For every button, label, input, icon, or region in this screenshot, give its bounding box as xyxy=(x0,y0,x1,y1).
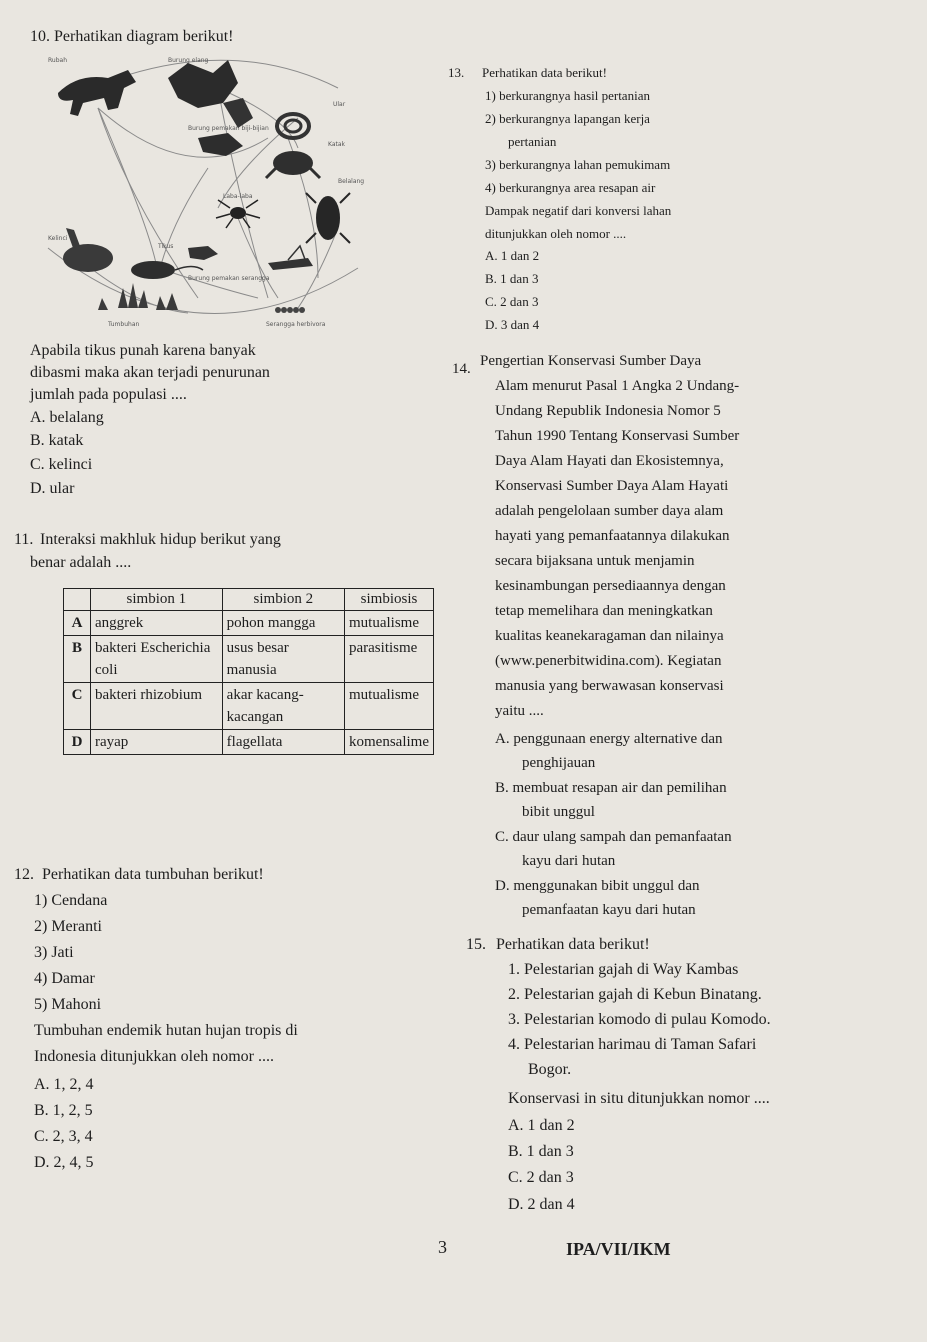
q14-line-15: yaitu .... xyxy=(495,703,544,719)
q13-question-line-1: Dampak negatif dari konversi lahan xyxy=(485,203,672,218)
label-rubah: Rubah xyxy=(48,57,67,64)
q13-item-2: 2) berkurangnya lapangan kerja xyxy=(485,111,650,126)
q10-title: Perhatikan diagram berikut! xyxy=(54,28,234,45)
q14-number: 14. xyxy=(452,361,471,377)
row-letter: C xyxy=(64,683,91,730)
food-web-diagram xyxy=(38,48,378,330)
label-burung-biji: Burung pemakan biji-bijian xyxy=(188,125,269,132)
q13-title: Perhatikan data berikut! xyxy=(482,65,607,80)
q15-number: 15. xyxy=(466,936,486,953)
frog-icon xyxy=(266,151,320,178)
plants-icon xyxy=(98,283,178,310)
label-burung-elang: Burung elang xyxy=(168,57,209,64)
q14-line-3: Undang Republik Indonesia Nomor 5 xyxy=(495,403,721,419)
label-tikus: Tikus xyxy=(158,243,174,250)
q15-item-4-cont: Bogor. xyxy=(528,1061,572,1078)
q13-number: 13. xyxy=(448,65,465,80)
snake-icon xyxy=(277,114,309,138)
caterpillar-icon xyxy=(275,307,305,313)
q12-option-b: B. 1, 2, 5 xyxy=(34,1102,93,1119)
q12-option-a: A. 1, 2, 4 xyxy=(34,1076,94,1093)
row-letter: A xyxy=(64,611,91,636)
q14-option-b: B. membuat resapan air dan pemilihan xyxy=(495,780,727,796)
cell-simbion-1: bakteri rhizobium xyxy=(91,683,223,730)
q14-line-11: tetap memelihara dan meningkatkan xyxy=(495,603,713,619)
cell-simbiosis: mutualisme xyxy=(345,611,434,636)
cell-simbion-2: usus besar manusia xyxy=(222,636,344,683)
table-row xyxy=(64,683,434,730)
q12-question-line-1: Tumbuhan endemik hutan hujan tropis di xyxy=(34,1022,298,1039)
cell-simbion-1: rayap xyxy=(91,730,223,755)
q15-item-1: 1. Pelestarian gajah di Way Kambas xyxy=(508,961,739,978)
q13-item-2-cont: pertanian xyxy=(508,134,557,149)
q14-option-b-cont: bibit unggul xyxy=(522,804,595,820)
cell-simbiosis: parasitisme xyxy=(345,636,434,683)
q15-item-3: 3. Pelestarian komodo di pulau Komodo. xyxy=(508,1011,771,1028)
q14-line-9: secara bijaksana untuk menjamin xyxy=(495,553,695,569)
cell-simbion-1: bakteri Escherichia coli xyxy=(91,636,223,683)
cell-simbion-2: akar kacang-kacangan xyxy=(222,683,344,730)
table-row xyxy=(64,636,434,683)
spider-icon xyxy=(216,200,260,228)
table-row xyxy=(64,611,434,636)
q12-item-2: 2) Meranti xyxy=(34,918,102,935)
q12-question-line-2: Indonesia ditunjukkan oleh nomor .... xyxy=(34,1048,274,1065)
q13-option-a: A. 1 dan 2 xyxy=(485,248,540,263)
q14-option-d-cont: pemanfaatan kayu dari hutan xyxy=(522,902,696,918)
q12-item-3: 3) Jati xyxy=(34,944,74,961)
label-kelinci: Kelinci xyxy=(48,235,68,242)
q15-option-b: B. 1 dan 3 xyxy=(508,1143,574,1160)
q12-item-4: 4) Damar xyxy=(34,970,95,987)
q14-line-4: Tahun 1990 Tentang Konservasi Sumber xyxy=(495,428,740,444)
q12-title: Perhatikan data tumbuhan berikut! xyxy=(42,866,264,883)
q10-question-line-3: jumlah pada populasi .... xyxy=(30,386,187,403)
q12-item-5: 5) Mahoni xyxy=(34,996,102,1013)
q12-number: 12. xyxy=(14,866,34,883)
q14-line-6: Konservasi Sumber Daya Alam Hayati xyxy=(495,478,729,494)
q11-question-line-1: Interaksi makhluk hidup berikut yang xyxy=(40,531,281,548)
q14-line-1: Pengertian Konservasi Sumber Daya xyxy=(480,353,702,369)
q15-title: Perhatikan data berikut! xyxy=(496,936,650,953)
grasshopper-icon xyxy=(268,246,313,270)
small-bird-icon xyxy=(188,246,218,260)
q10-question-line-2: dibasmi maka akan terjadi penurunan xyxy=(30,364,270,381)
food-web-illustration xyxy=(38,48,378,330)
label-laba-laba: Laba-laba xyxy=(223,193,253,200)
q13-option-b: B. 1 dan 3 xyxy=(485,271,539,286)
q10-option-d: D. ular xyxy=(30,480,75,497)
q14-option-a: A. penggunaan energy alternative dan xyxy=(495,731,723,747)
q15-option-d: D. 2 dan 4 xyxy=(508,1196,575,1213)
header-simbiosis: simbiosis xyxy=(345,589,434,611)
label-burung-serangga: Burung pemakan serangga xyxy=(188,275,270,282)
q10-question-line-1: Apabila tikus punah karena banyak xyxy=(30,342,256,359)
q11-number: 11. xyxy=(14,531,34,548)
q12-item-1: 1) Cendana xyxy=(34,892,108,909)
label-ular: Ular xyxy=(333,101,346,108)
q14-option-c-cont: kayu dari hutan xyxy=(522,853,616,869)
cell-simbiosis: mutualisme xyxy=(345,683,434,730)
q14-line-5: Daya Alam Hayati dan Ekosistemnya, xyxy=(495,453,724,469)
label-serangga: Serangga herbivora xyxy=(266,321,326,328)
q10-option-a: A. belalang xyxy=(30,409,104,426)
q14-option-d: D. menggunakan bibit unggul dan xyxy=(495,878,700,894)
header-simbion-1: simbion 1 xyxy=(91,589,223,611)
q14-line-7: adalah pengelolaan sumber daya alam xyxy=(495,503,724,519)
cell-simbion-1: anggrek xyxy=(91,611,223,636)
cell-simbion-2: flagellata xyxy=(222,730,344,755)
q10-option-b: B. katak xyxy=(30,432,84,449)
q11-question-line-2: benar adalah .... xyxy=(30,554,132,571)
page-code: IPA/VII/IKM xyxy=(566,1239,671,1259)
q14-line-2: Alam menurut Pasal 1 Angka 2 Undang- xyxy=(495,378,740,394)
symbiosis-table xyxy=(63,588,434,755)
page-number: 3 xyxy=(438,1237,447,1257)
q14-line-13: (www.penerbitwidina.com). Kegiatan xyxy=(495,653,722,669)
q12-option-d: D. 2, 4, 5 xyxy=(34,1154,94,1171)
q13-item-1: 1) berkurangnya hasil pertanian xyxy=(485,88,650,103)
label-tumbuhan: Tumbuhan xyxy=(108,321,140,328)
q14-line-12: kualitas keanekaragaman dan nilainya xyxy=(495,628,724,644)
cell-simbion-2: pohon mangga xyxy=(222,611,344,636)
q14-line-10: kesinambungan persediaannya dengan xyxy=(495,578,726,594)
q13-option-c: C. 2 dan 3 xyxy=(485,294,539,309)
table-row xyxy=(64,730,434,755)
q14-line-14: manusia yang berwawasan konservasi xyxy=(495,678,724,694)
q13-option-d: D. 3 dan 4 xyxy=(485,317,540,332)
header-simbion-2: simbion 2 xyxy=(222,589,344,611)
table-header-row xyxy=(64,589,434,611)
q14-option-a-cont: penghijauan xyxy=(522,755,596,771)
q14-option-c: C. daur ulang sampah dan pemanfaatan xyxy=(495,829,732,845)
q13-question-line-2: ditunjukkan oleh nomor .... xyxy=(485,226,627,241)
cell-simbiosis: komensalime xyxy=(345,730,434,755)
fox-icon xyxy=(58,70,136,116)
q15-item-2: 2. Pelestarian gajah di Kebun Binatang. xyxy=(508,986,762,1003)
label-belalang: Belalang xyxy=(338,178,365,185)
q13-item-3: 3) berkurangnya lahan pemukimam xyxy=(485,157,671,172)
beetle-icon xyxy=(306,193,350,243)
q15-item-4: 4. Pelestarian harimau di Taman Safari xyxy=(508,1036,757,1053)
row-letter: D xyxy=(64,730,91,755)
q13-item-4: 4) berkurangnya area resapan air xyxy=(485,180,656,195)
label-katak: Katak xyxy=(328,141,346,148)
q10-option-c: C. kelinci xyxy=(30,456,93,473)
header-blank xyxy=(64,589,91,611)
q15-option-c: C. 2 dan 3 xyxy=(508,1169,574,1186)
eagle-icon xyxy=(168,60,253,128)
q12-option-c: C. 2, 3, 4 xyxy=(34,1128,93,1145)
q15-question: Konservasi in situ ditunjukkan nomor .... xyxy=(508,1090,770,1107)
q14-line-8: hayati yang pemanfaatannya dilakukan xyxy=(495,528,730,544)
rabbit-icon xyxy=(63,228,113,272)
row-letter: B xyxy=(64,636,91,683)
q15-option-a: A. 1 dan 2 xyxy=(508,1117,575,1134)
q10-number: 10. xyxy=(30,28,50,45)
